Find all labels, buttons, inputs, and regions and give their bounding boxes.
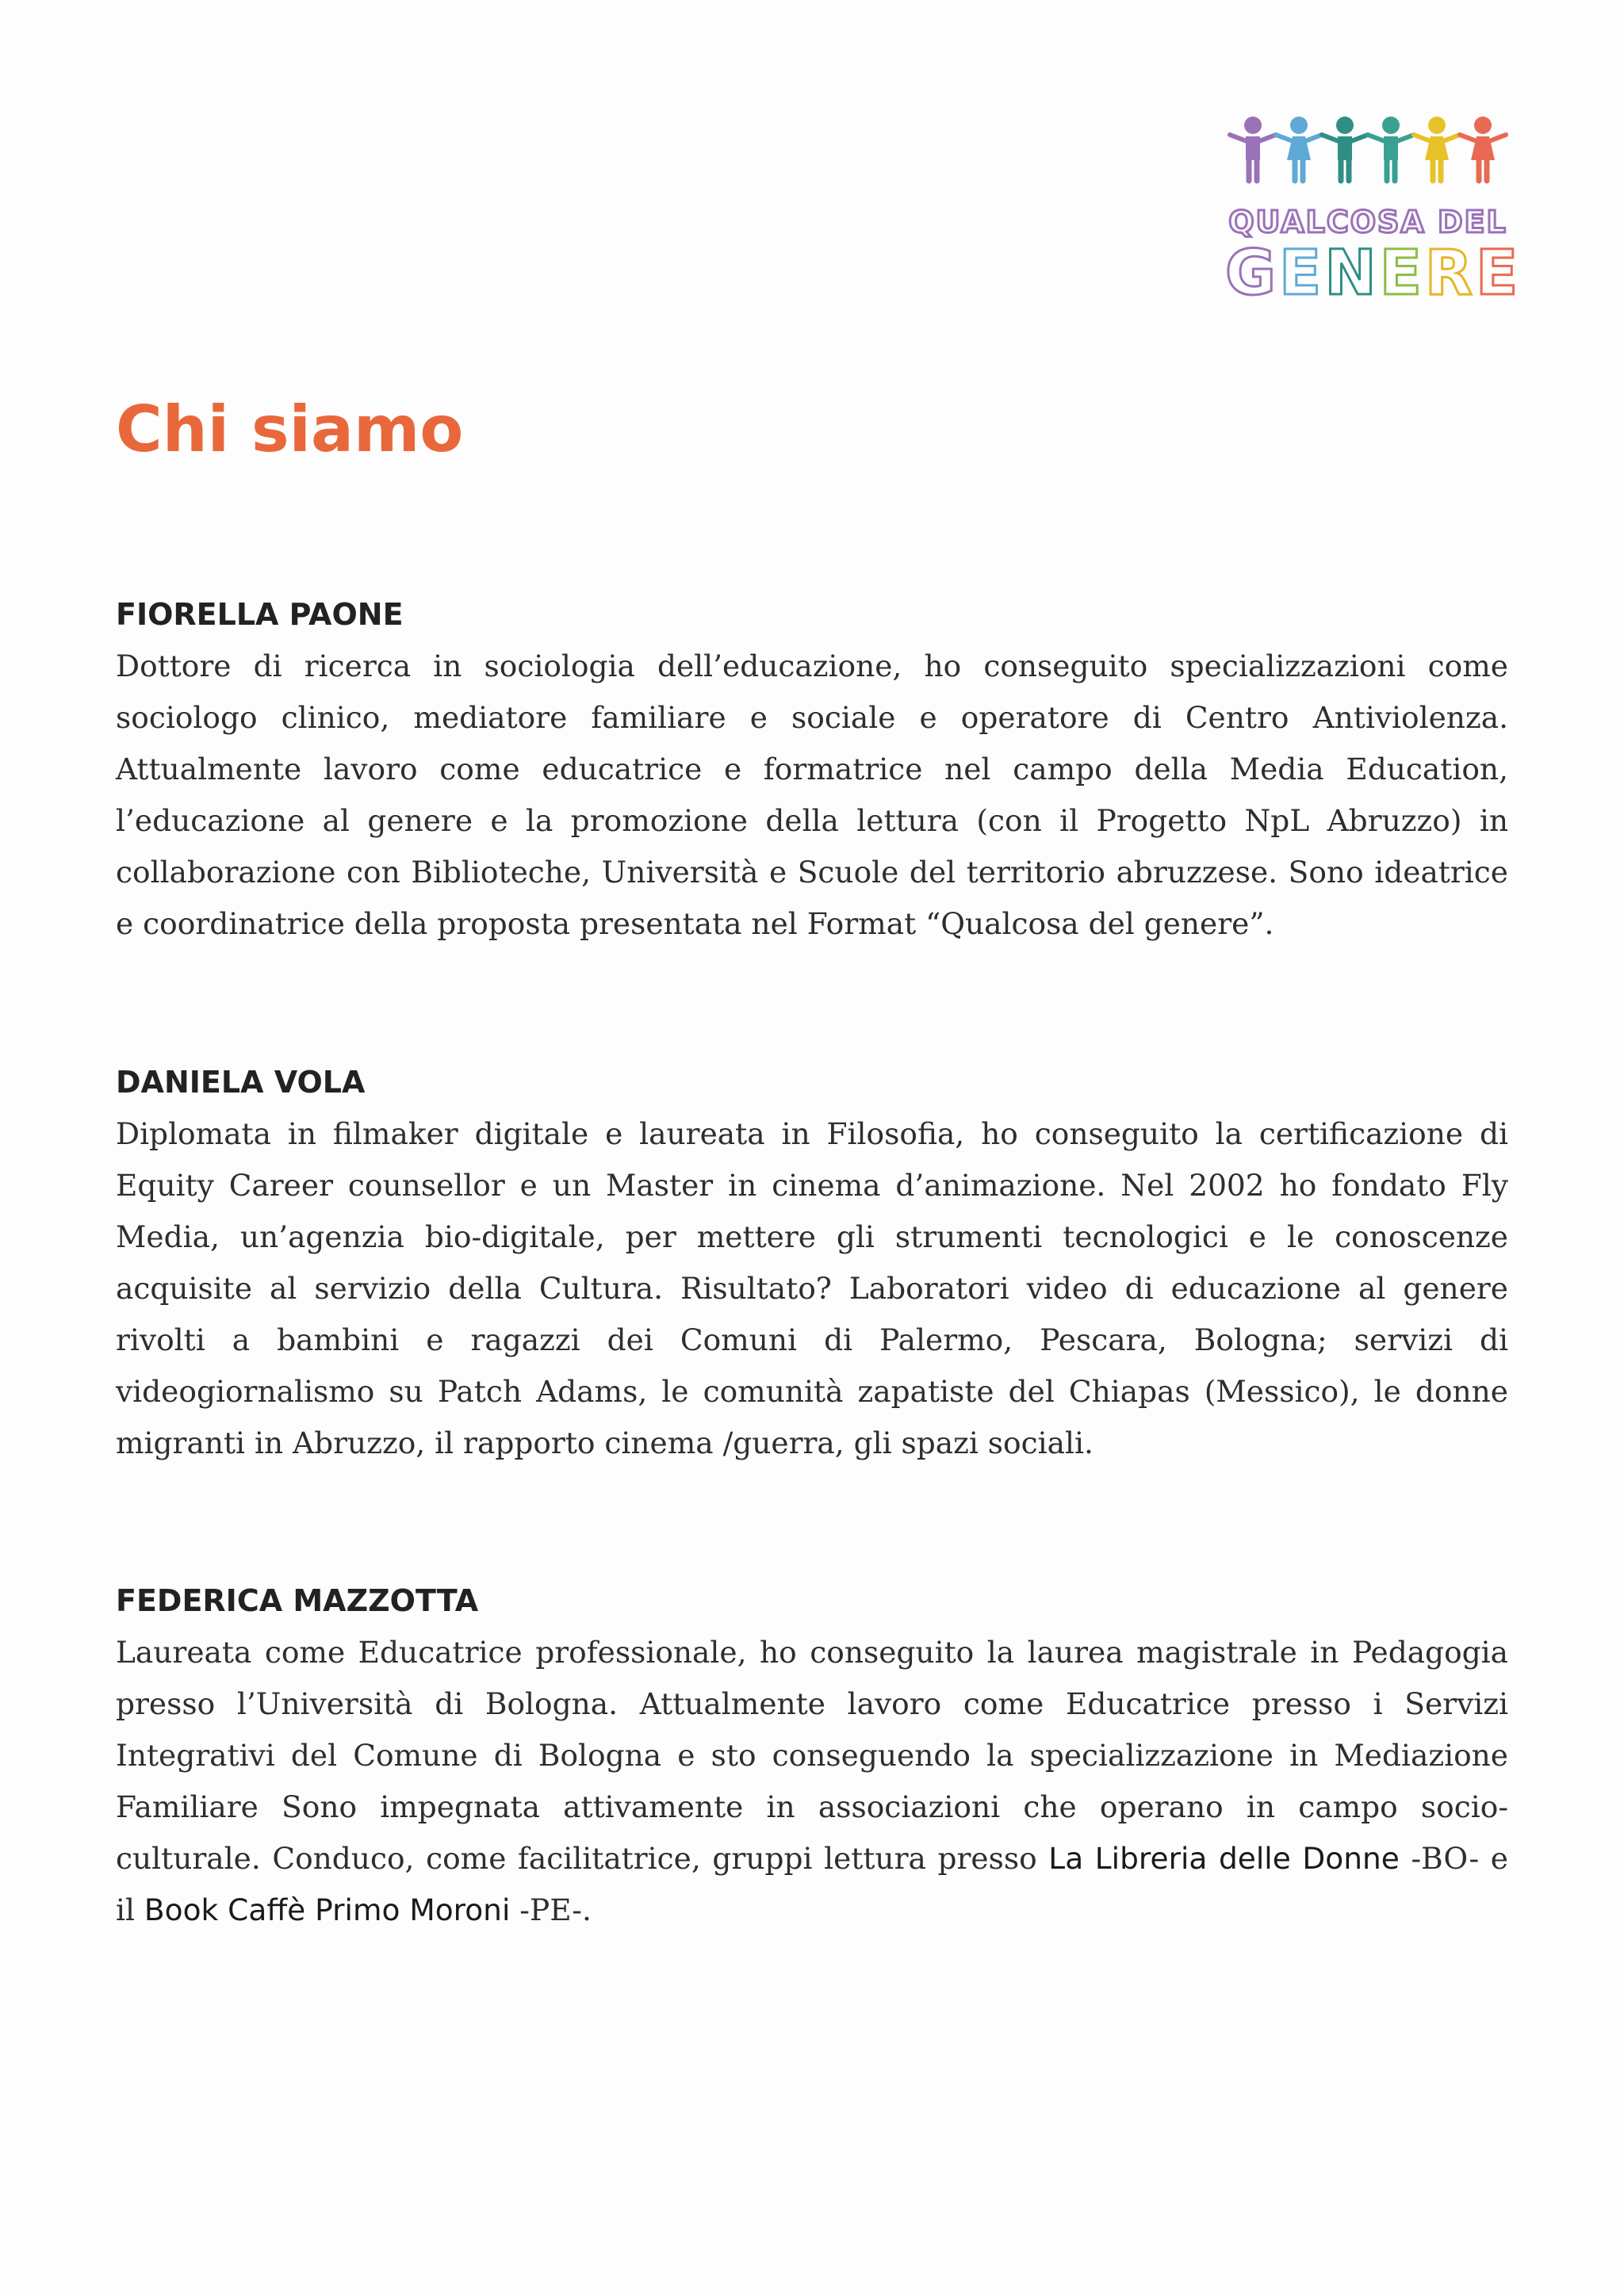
- profile-bio: Dottore di ricerca in sociologia dell’educazione, ho conseguito specializzazioni come sociologo clinico, mediatore familiare e sociale e operatore di Centro Antiviolenza. Attualmente lavoro come educatrice e formatrice nel campo della Media Education, l’educazione al genere e la promozione della lettura (con il Progetto NpL Abruzzo) in collaborazione con Biblioteche, Università e Scuole del territorio abruzzese. Sono ideatrice e coordinatrice della proposta presentata nel Format “Qualcosa del genere”.: [116, 649, 1508, 941]
- logo-line2: [1225, 238, 1522, 309]
- logo-letter: N: [1324, 238, 1380, 309]
- child-figure-icon: [1276, 117, 1322, 181]
- child-figure-icon: [1460, 117, 1506, 181]
- profile-section: [116, 595, 1508, 950]
- logo-letter: G: [1225, 238, 1280, 309]
- page-title: Chi siamo: [116, 392, 464, 466]
- bio-text: -BO- e il: [116, 1841, 1508, 1927]
- child-figure-icon: [1414, 117, 1460, 181]
- profile-name: DANIELA VOLA: [116, 1065, 366, 1100]
- children-figures-icon: [1225, 111, 1511, 198]
- profile-section: [116, 1581, 1508, 1936]
- child-figure-icon: [1230, 117, 1276, 181]
- bio-text: -PE-.: [510, 1892, 592, 1927]
- profile-bio: [116, 1627, 1508, 1936]
- logo-letter: R: [1424, 238, 1476, 309]
- qualcosa-del-genere-logo: [1225, 111, 1522, 309]
- logo-line1: QUALCOSA DEL: [1228, 205, 1507, 239]
- bio-text: Laureata come Educatrice professionale, ho conseguito la laurea magistrale in Pedagogia presso l’Università di Bologna. Attualmente lavoro come Educatrice presso i Servizi Integrativi del Comune di Bologna e sto conseguendo la specializzazione in Mediazione Familiare Sono impegnata attivamente in associazioni che operano in campo socio-culturale. Conduco, come facilitatrice, gruppi lettura presso: [116, 1635, 1508, 1876]
- place-name: Book Caffè Primo Moroni: [144, 1892, 511, 1927]
- logo-letter: E: [1379, 238, 1425, 309]
- child-figure-icon: [1368, 117, 1414, 181]
- profile-name: FIORELLA PAONE: [116, 597, 404, 632]
- profile-name: FEDERICA MAZZOTTA: [116, 1583, 479, 1618]
- place-name: La Libreria delle Donne: [1048, 1841, 1400, 1876]
- logo-letter: E: [1279, 238, 1325, 309]
- logo-letter: E: [1475, 238, 1522, 309]
- profile-bio: Diplomata in filmaker digitale e laureata in Filosofia, ho conseguito la certificazione di Equity Career counsellor e un Master in cinema d’animazione. Nel 2002 ho fondato Fly Media, un’agenzia bio-digitale, per mettere gli strumenti tecnologici e le conoscenze acquisite al servizio della Cultura. Risultato? Laboratori video di educazione al genere rivolti a bambini e ragazzi dei Comuni di Palermo, Pescara, Bologna; servizi di videogiornalismo su Patch Adams, le comunità zapatiste del Chiapas (Messico), le donne migranti in Abruzzo, il rapporto cinema /guerra, gli spazi sociali.: [116, 1116, 1508, 1460]
- child-figure-icon: [1322, 117, 1368, 181]
- profile-section: [116, 1062, 1508, 1469]
